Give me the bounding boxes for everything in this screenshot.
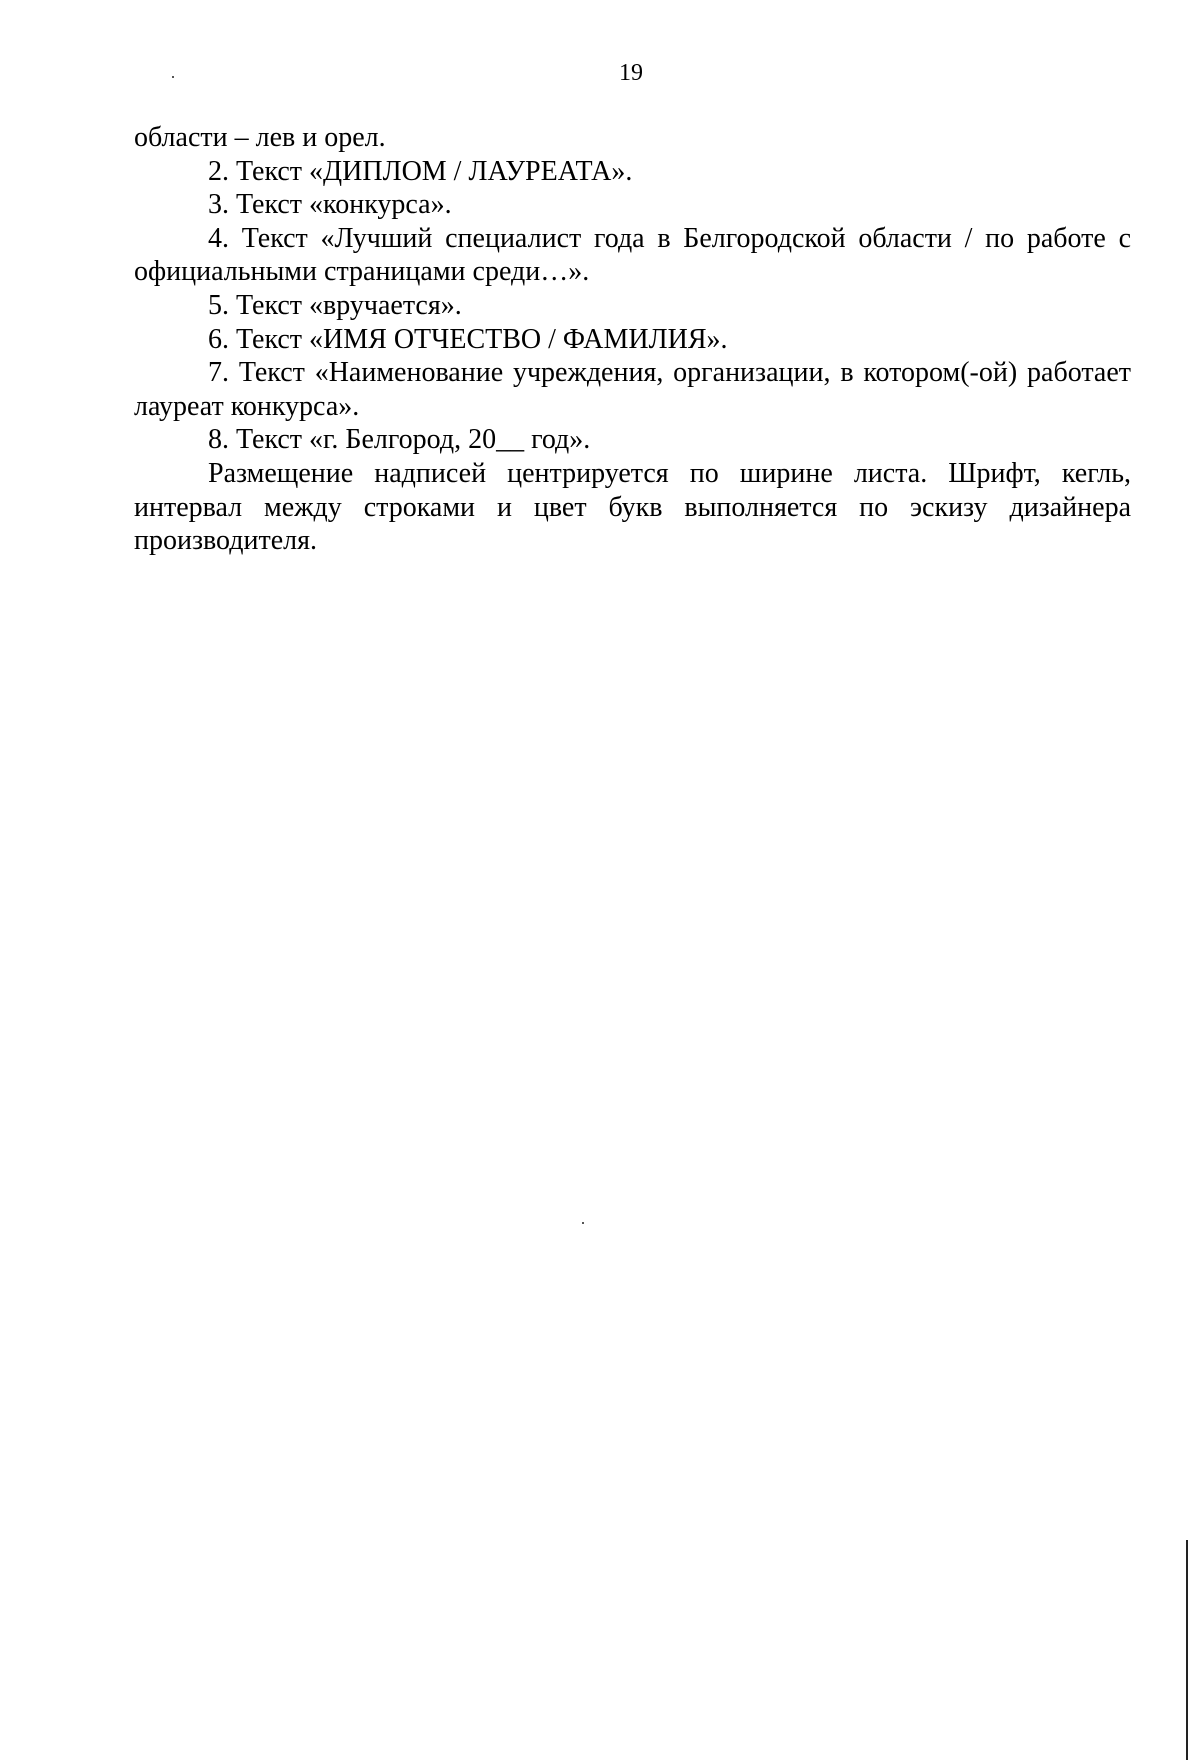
list-item-5: 5. Текст «вручается». bbox=[208, 289, 462, 321]
list-item-8: 8. Текст «г. Белгород, 20__ год». bbox=[208, 424, 591, 456]
list-item-3: 3. Текст «конкурса». bbox=[208, 189, 452, 221]
scan-speck bbox=[582, 1222, 584, 1224]
closing-paragraph: Размещение надписей центрируется по ширине листа. Шрифт, кегль, интервал между строками и цвет букв выполняется по эскизу дизайнера производителя. bbox=[134, 457, 1131, 557]
page-number: 19 bbox=[619, 60, 643, 86]
list-item-2: 2. Текст «ДИПЛОМ / ЛАУРЕАТА». bbox=[208, 155, 633, 187]
document-body bbox=[134, 121, 1131, 558]
paragraph-continuation: области – лев и орел. bbox=[134, 122, 386, 153]
list-item-7: 7. Текст «Наименование учреждения, организации, в котором(-ой) работает лауреат конкурса». bbox=[134, 357, 1131, 422]
scan-speck bbox=[172, 76, 174, 78]
list-item-6: 6. Текст «ИМЯ ОТЧЕСТВО / ФАМИЛИЯ». bbox=[208, 323, 728, 355]
list-item-4: 4. Текст «Лучший специалист года в Белгородской области / по работе с официальными страницами среди…». bbox=[134, 222, 1131, 288]
scan-edge-line bbox=[1186, 1540, 1188, 1760]
